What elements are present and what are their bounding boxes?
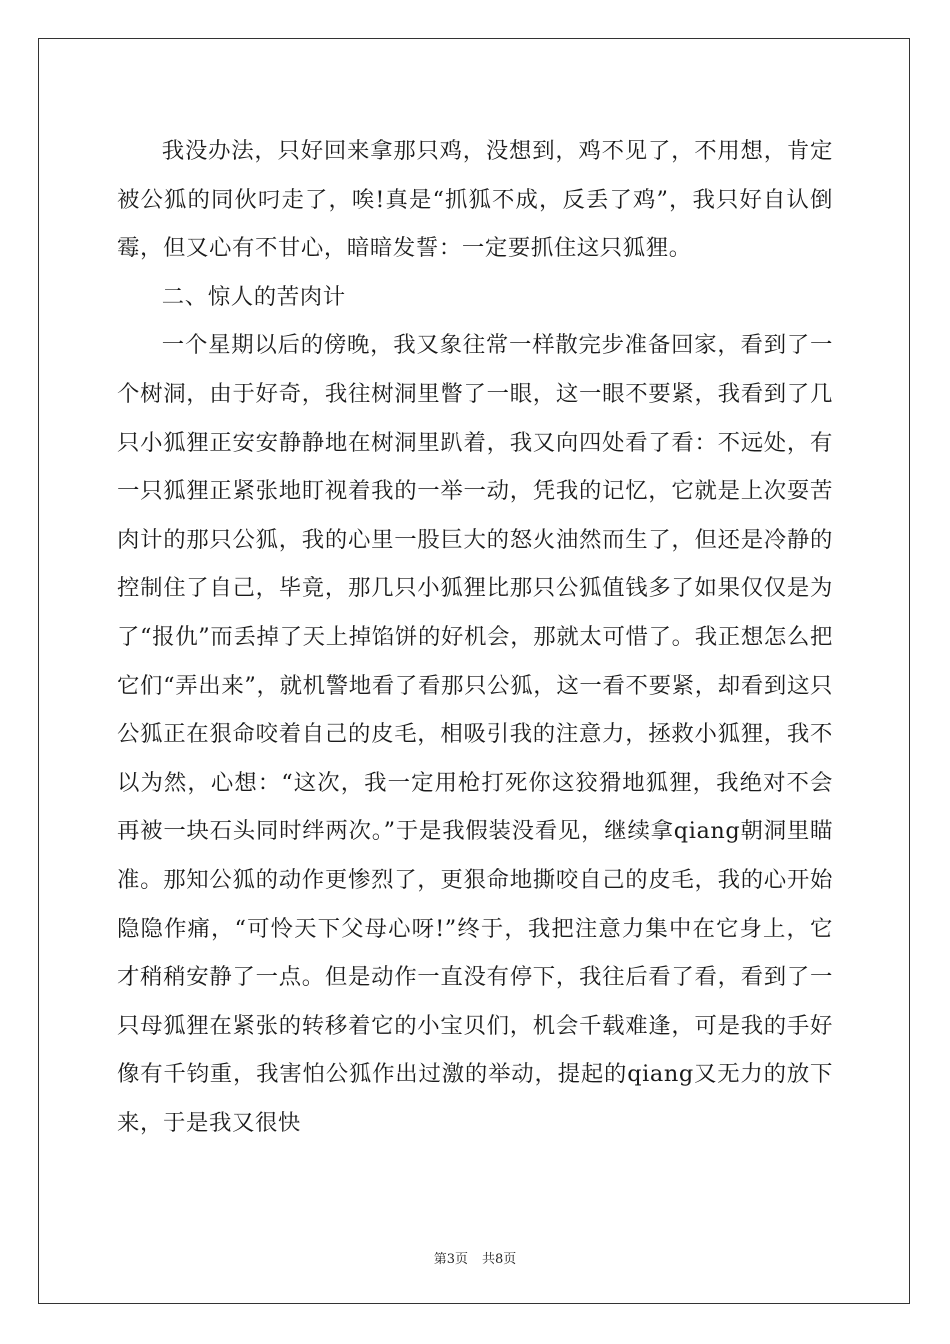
section-heading: 二、惊人的苦肉计 [161, 283, 346, 310]
page-footer [0, 1248, 950, 1267]
page-number: 第3页 [433, 1252, 468, 1267]
paragraph-1: 我没办法，只好回来拿那只鸡，没想到，鸡不见了，不用想，肯定被公狐的同伙叼走了，唉!真是“抓狐不成，反丢了鸡”，我只好自认倒霉，但又心有不甘心，暗暗发誓：一定要抓住这只狐狸。 [117, 138, 833, 262]
total-pages: 共8页 [482, 1252, 517, 1267]
document-body [117, 127, 833, 1147]
paragraph-2: 一个星期以后的傍晚，我又象往常一样散完步准备回家，看到了一个树洞，由于好奇，我往树洞里瞥了一眼，这一眼不要紧，我看到了几只小狐狸正安安静静地在树洞里趴着，我又向四处看了看：不远处，有一只狐狸正紧张地盯视着我的一举一动，凭我的记忆，它就是上次耍苦肉计的那只公狐，我的心里一股巨大的怒火油然而生了，但还是冷静的控制住了自己，毕竟，那几只小狐狸比那只公狐值钱多了如果仅仅是为了“报仇”而丢掉了天上掉馅饼的好机会，那就太可惜了。我正想怎么把它们“弄出来”，就机警地看了看那只公狐，这一看不要紧，却看到这只公狐正在狠命咬着自己的皮毛，相吸引我的注意力，拯救小狐狸，我不以为然，心想：“这次，我一定用枪打死你这狡猾地狐狸，我绝对不会再被一块石头同时绊两次。”于是我假装没看见，继续拿qiang朝洞里瞄准。那知公狐的动作更惨烈了，更狠命地撕咬自己的皮毛，我的心开始隐隐作痛，“可怜天下父母心呀!”终于，我把注意力集中在它身上，它才稍稍安静了一点。但是动作一直没有停下，我往后看了看，看到了一只母狐狸在紧张的转移着它的小宝贝们，机会千载难逢，可是我的手好像有千钧重，我害怕公狐作出过激的举动，提起的qiang又无力的放下来，于是我又很快 [117, 332, 833, 1136]
